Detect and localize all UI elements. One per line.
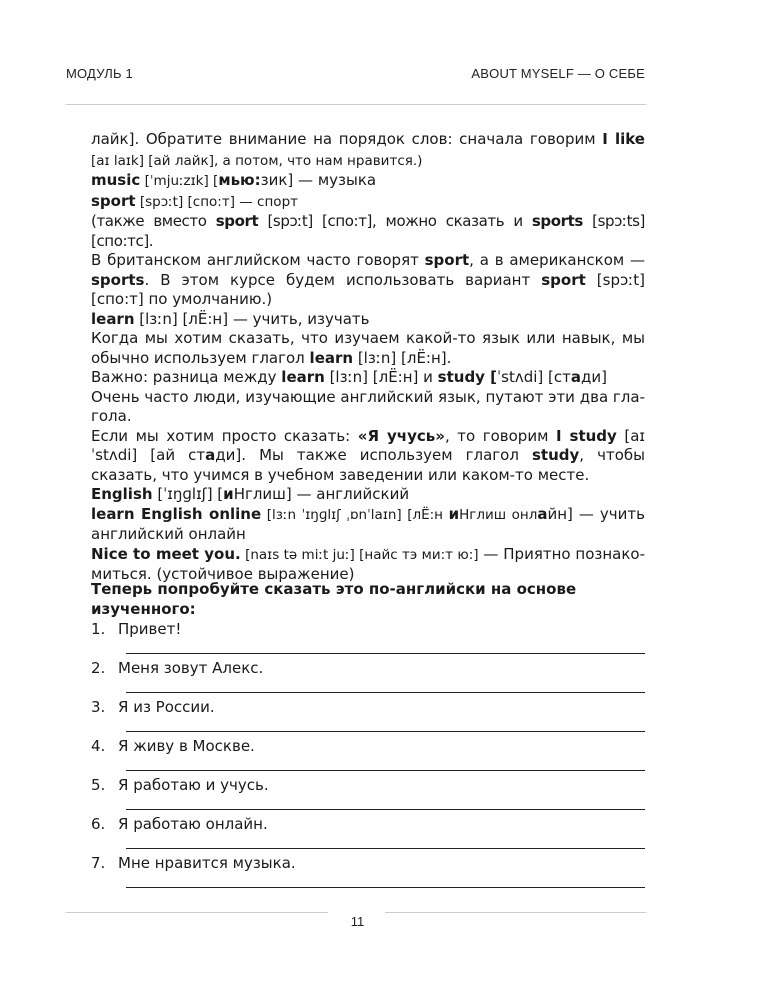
exercise-number: 3. — [91, 698, 106, 716]
bold-term: «Я учусь» — [357, 426, 445, 445]
text-run: Если мы хотим просто сказать: — [91, 426, 358, 445]
exercise-item — [91, 736, 645, 776]
exercise-prompt: Я работаю онлайн. — [118, 815, 268, 833]
text-run: ди] — [581, 368, 607, 386]
text-run: ди]. Мы также используем глагол — [215, 446, 532, 464]
exercise-prompt: Меня зовут Алекс. — [118, 659, 264, 677]
bold-term: sport — [91, 191, 136, 210]
text-run: [spɔːt] [спо:т] — спорт — [135, 193, 299, 210]
exercise-item — [91, 814, 645, 854]
exercise-heading: Теперь попробуйте сказать это по-английски на основе изученного: — [91, 580, 577, 618]
bold-term: learn — [309, 348, 354, 367]
text-run: [ˈɪŋɡlɪʃ] [ — [152, 485, 224, 503]
text-paragraph — [91, 485, 645, 505]
text-paragraph — [91, 310, 645, 330]
exercise-item — [91, 697, 645, 737]
text-paragraph — [91, 171, 645, 192]
answer-line[interactable] — [126, 770, 645, 771]
running-header-module: МОДУЛЬ 1 — [66, 66, 133, 81]
text-run: . В этом курсе будем использовать вариант — [144, 270, 542, 289]
text-run: лайк]. Обратите внимание на порядок слов: сначала говорим — [91, 130, 603, 148]
bold-term: Nice to meet you. — [91, 544, 241, 563]
text-run: [spɔːt] [спо:т], можно сказать и — [258, 212, 532, 230]
exercise-prompt: Я из России. — [118, 698, 215, 716]
text-run: , то говорим — [444, 426, 556, 445]
exercise-item — [91, 775, 645, 815]
text-run: — Приятно познако-миться. (устойчивое выражение) — [91, 544, 646, 583]
bold-term: и — [448, 504, 460, 523]
vocabulary-text — [91, 130, 645, 585]
bold-term: study [ — [437, 368, 498, 386]
bold-term: study — [531, 446, 580, 464]
text-run: , а в американском — — [469, 251, 645, 269]
text-run: зик] — музыка — [260, 171, 377, 189]
answer-line[interactable] — [126, 848, 645, 849]
text-paragraph — [91, 329, 645, 368]
exercise-number: 1. — [91, 620, 106, 638]
bold-term: а — [205, 446, 216, 464]
text-paragraph — [91, 192, 645, 213]
exercise-number: 5. — [91, 776, 106, 794]
bold-term: sports — [531, 212, 583, 230]
text-run: Когда мы хотим сказать, что изучаем какой-то язык или навык, мы обычно используем глагол — [91, 329, 645, 367]
text-run: Важно: разница между — [91, 368, 282, 386]
text-run: В британском английском часто говорят — [91, 251, 425, 269]
text-paragraph — [91, 130, 645, 171]
exercise-number: 6. — [91, 815, 106, 833]
bold-term: English — [91, 485, 153, 503]
bold-term: I study — [555, 426, 617, 445]
answer-line[interactable] — [126, 731, 645, 732]
text-run: йн] — учить английский онлайн — [91, 504, 645, 543]
text-paragraph — [91, 368, 645, 388]
bold-term: sport — [424, 251, 470, 269]
answer-line[interactable] — [126, 653, 645, 654]
text-run: Очень часто люди, изучающие английский язык, путают эти два гла-гола. — [91, 387, 645, 425]
text-paragraph — [91, 388, 645, 427]
bold-term: мью: — [218, 171, 261, 189]
text-run: [aɪ ˈstʌdi] [ай ст — [91, 426, 645, 464]
answer-line[interactable] — [126, 809, 645, 810]
footer-divider-left — [66, 912, 328, 913]
bold-term: learn English online — [91, 504, 262, 523]
exercise-number: 7. — [91, 854, 106, 872]
text-run: ˈstʌdi] [ст — [497, 368, 571, 386]
text-run: [aɪ laɪk] [ай лайк], а потом, что нам нравится.) — [91, 152, 423, 169]
bold-term: I like — [602, 130, 645, 148]
text-run: [lɜːn] [лЁ:н] — учить, изучать — [134, 309, 370, 328]
bold-term: sports — [91, 270, 145, 289]
text-run: [spɔːts] [спо:тс]. — [91, 212, 645, 250]
footer-divider-right — [385, 912, 646, 913]
bold-term: learn — [281, 368, 325, 386]
running-header-title: ABOUT MYSELF — О СЕБЕ — [471, 66, 645, 81]
text-run: [ˈmjuːzɪk] [ — [140, 173, 219, 189]
exercise-prompt: Я живу в Москве. — [118, 737, 255, 755]
exercise-number: 2. — [91, 659, 106, 677]
bold-term: а — [537, 504, 548, 523]
text-run: Нглиш онл — [459, 506, 538, 523]
exercise-prompt: Мне нравится музыка. — [118, 854, 296, 872]
answer-line[interactable] — [126, 692, 645, 693]
bold-term: и — [223, 485, 234, 503]
text-paragraph — [91, 427, 645, 486]
text-paragraph — [91, 212, 645, 251]
text-run: [lɜːn] [лЁ:н]. — [353, 348, 452, 367]
text-run: , чтобы сказать, что учимся в учебном заведении или каком-то месте. — [91, 446, 645, 484]
text-run: [naɪs tə miːt juː] [найс тэ ми:т ю:] — [240, 546, 479, 563]
answer-line[interactable] — [126, 887, 645, 888]
bold-term: sport — [541, 270, 586, 289]
exercise-item — [91, 619, 645, 659]
text-run: [lɜːn] [лЁ:н] и — [324, 368, 438, 386]
bold-term: music — [91, 171, 141, 189]
exercise-number: 4. — [91, 737, 106, 755]
exercise-prompt: Я работаю и учусь. — [118, 776, 269, 794]
text-run: (также вместо — [91, 212, 216, 230]
bold-term: а — [570, 368, 582, 386]
text-run: [spɔːt] [спо:т] по умолчанию.) — [91, 270, 646, 308]
exercise-item — [91, 658, 645, 698]
text-run: [lɜːn ˈɪŋɡlɪʃ ˌɒnˈlaɪn] [лЁ:н — [261, 506, 449, 523]
text-paragraph — [91, 505, 645, 545]
bold-term: learn — [91, 309, 135, 328]
page-number: 11 — [350, 914, 365, 929]
header-divider — [66, 104, 646, 105]
bold-term: sport — [215, 212, 259, 230]
exercise-prompt: Привет! — [118, 620, 182, 638]
exercise-item — [91, 853, 645, 893]
text-run: Нглиш] — английский — [233, 485, 410, 503]
text-paragraph — [91, 251, 645, 310]
